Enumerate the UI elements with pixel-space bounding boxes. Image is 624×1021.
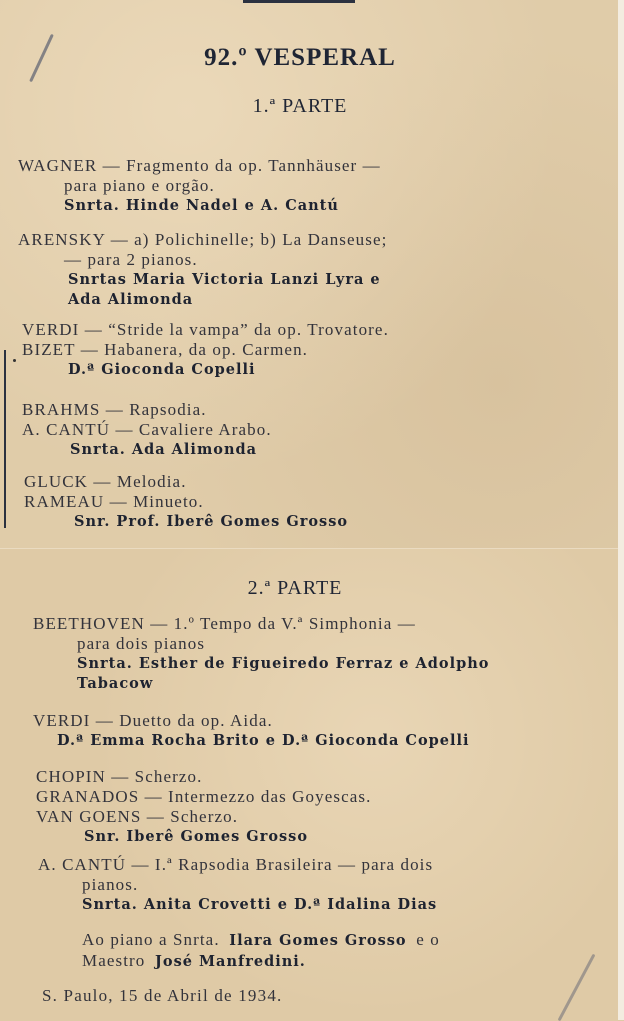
program-title: 92.º VESPERAL xyxy=(204,44,396,71)
ink-dot xyxy=(13,359,16,362)
work-line: GRANADOS — Intermezzo das Goyescas. xyxy=(36,787,372,806)
program-item xyxy=(36,767,371,847)
part-2-heading: 2.ª PARTE xyxy=(247,577,343,599)
work-line: VERDI — Duetto da op. Aida. xyxy=(33,711,273,730)
work-line: pianos. xyxy=(82,875,139,894)
work-line: para piano e orgão. xyxy=(64,176,215,195)
performer-line: Snrta. Esther de Figueiredo Ferraz e Adolpho xyxy=(77,655,490,672)
conductor-name: José Manfredini. xyxy=(155,953,306,970)
work-line: A. CANTÚ — Cavaliere Arabo. xyxy=(22,420,272,439)
program-item xyxy=(18,156,381,216)
work-line: BRAHMS — Rapsodia. xyxy=(22,400,207,419)
work-line: para dois pianos xyxy=(77,634,206,653)
performer-line: Snrta. Anita Crovetti e D.ª Idalina Dias xyxy=(82,896,438,913)
work-line: GLUCK — Melodia. xyxy=(24,472,187,491)
work-line: — para 2 pianos. xyxy=(64,250,198,269)
program-item xyxy=(33,711,470,751)
performer-line: D.ª Gioconda Copelli xyxy=(68,361,256,378)
performer-line: Ada Alimonda xyxy=(68,291,194,308)
program-item xyxy=(24,472,348,532)
work-line: WAGNER — Fragmento da op. Tannhäuser — xyxy=(18,156,381,175)
work-line: ARENSKY — a) Polichinelle; b) La Danseuse; xyxy=(18,230,388,249)
top-rule xyxy=(243,0,355,3)
performer-line: Tabacow xyxy=(77,675,154,692)
part-1-heading: 1.ª PARTE xyxy=(252,95,348,117)
program-item xyxy=(22,320,389,380)
margin-line xyxy=(4,350,6,528)
accompaniment-text: Maestro xyxy=(82,951,146,970)
program-item xyxy=(33,614,489,694)
place-date: S. Paulo, 15 de Abril de 1934. xyxy=(42,986,283,1005)
performer-line: Snr. Iberê Gomes Grosso xyxy=(84,828,309,845)
performer-line: Snr. Prof. Iberê Gomes Grosso xyxy=(74,513,349,530)
accompaniment-note xyxy=(82,930,440,972)
program-item xyxy=(18,230,387,310)
work-line: VERDI — “Stride la vampa” da op. Trovatore. xyxy=(22,320,389,339)
page-edge xyxy=(618,0,624,1020)
performer-line: Snrta. Hinde Nadel e A. Cantú xyxy=(64,197,339,214)
work-line: RAMEAU — Minueto. xyxy=(24,492,204,511)
performer-line: Snrta. Ada Alimonda xyxy=(70,441,258,458)
work-line: BEETHOVEN — 1.º Tempo da V.ª Simphonia — xyxy=(33,614,416,633)
performer-line: Snrtas Maria Victoria Lanzi Lyra e xyxy=(68,271,381,288)
program-item xyxy=(22,400,272,460)
work-line: VAN GOENS — Scherzo. xyxy=(36,807,239,826)
program-item xyxy=(38,855,437,915)
accompanist-name: Ilara Gomes Grosso xyxy=(229,932,407,949)
accompaniment-text: Ao piano a Snrta. xyxy=(82,930,220,949)
work-line: A. CANTÚ — I.ª Rapsodia Brasileira — para dois xyxy=(38,855,434,874)
work-line: CHOPIN — Scherzo. xyxy=(36,767,203,786)
accompaniment-text: e o xyxy=(416,930,440,949)
performer-line: D.ª Emma Rocha Brito e D.ª Gioconda Copelli xyxy=(57,732,470,749)
work-line: BIZET — Habanera, da op. Carmen. xyxy=(22,340,309,359)
